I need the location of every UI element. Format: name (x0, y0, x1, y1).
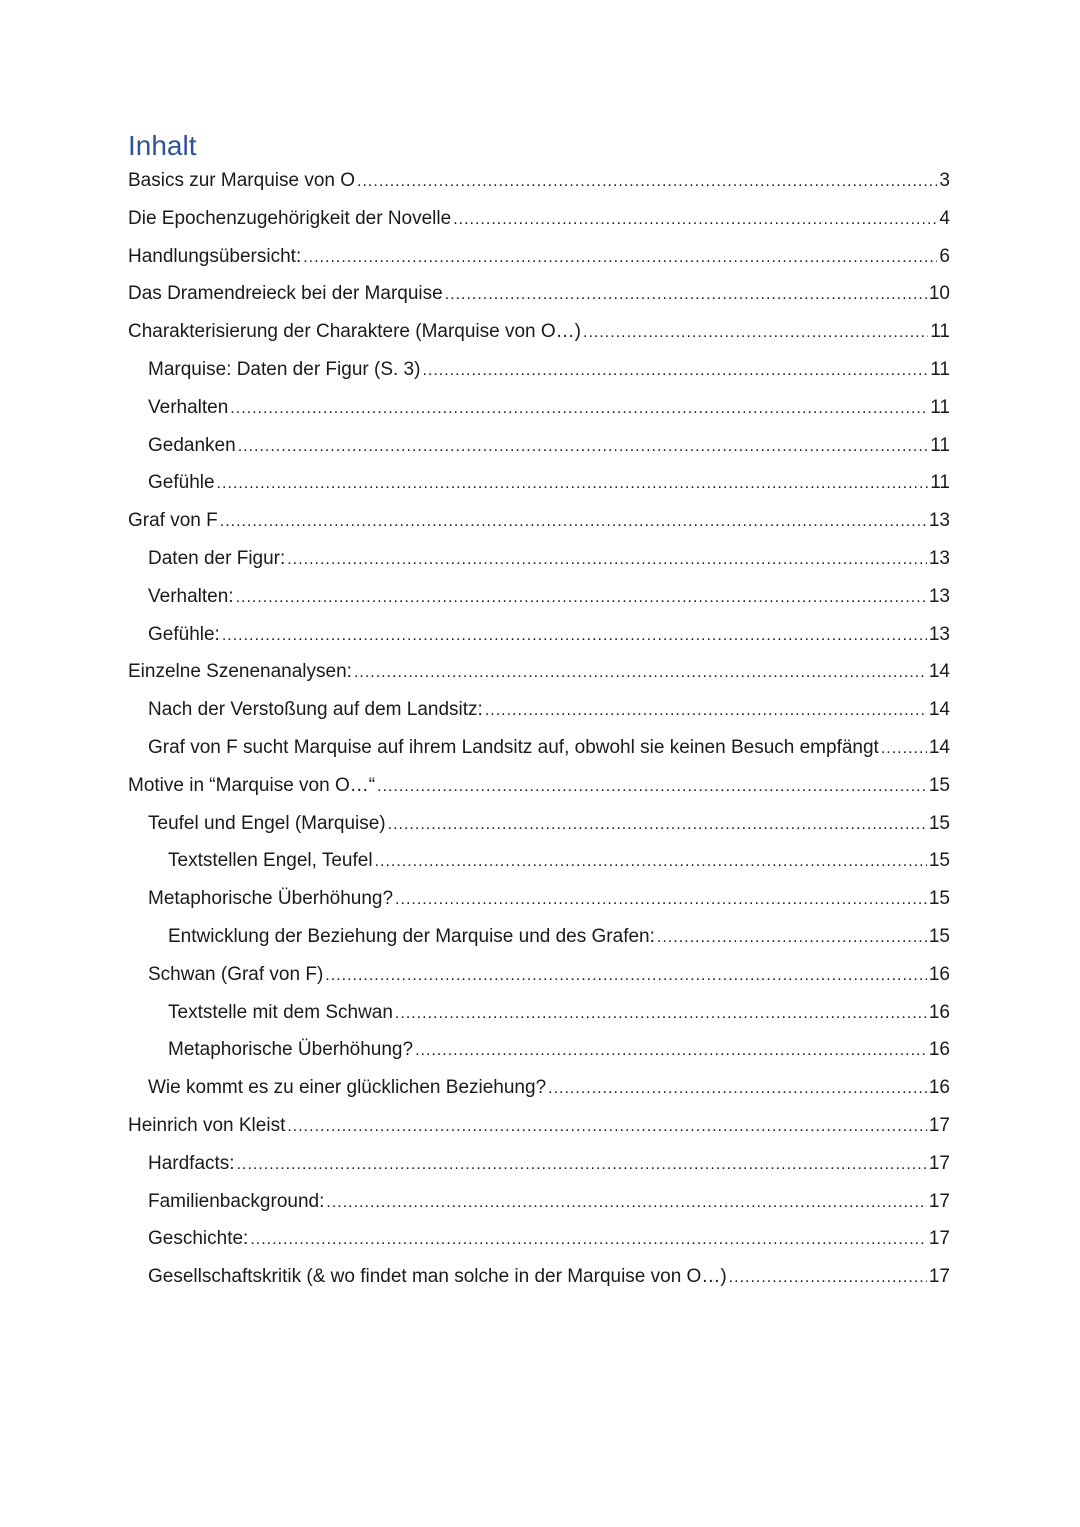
toc-entry[interactable] (128, 880, 950, 918)
toc-entry[interactable] (128, 918, 950, 956)
toc-page-number: 11 (930, 396, 950, 418)
toc-dot-leader (217, 465, 929, 503)
toc-dot-leader (250, 1221, 927, 1259)
toc-entry[interactable] (128, 1145, 950, 1183)
toc-dot-leader (415, 1032, 927, 1070)
toc-page-number: 11 (930, 434, 950, 456)
toc-entry[interactable] (128, 464, 950, 502)
toc-entry-title: Teufel und Engel (Marquise) (148, 812, 386, 834)
toc-entry-title: Wie kommt es zu einer glücklichen Beziehung? (148, 1077, 547, 1099)
toc-entry-title: Gefühle (148, 472, 215, 494)
toc-page-number: 14 (928, 699, 950, 721)
toc-page-number: 17 (928, 1114, 950, 1136)
toc-page-number: 15 (928, 850, 950, 872)
toc-entry[interactable] (128, 616, 950, 654)
toc-entry-title: Graf von F (128, 510, 218, 532)
toc-dot-leader (485, 692, 927, 730)
toc-dot-leader (222, 617, 927, 655)
toc-dot-leader (357, 163, 937, 201)
toc-entry[interactable] (128, 691, 950, 729)
toc-entry[interactable] (128, 805, 950, 843)
toc-dot-leader (881, 730, 927, 768)
toc-entry-title: Nach der Verstoßung auf dem Landsitz: (148, 699, 483, 721)
toc-page-number: 17 (928, 1190, 950, 1212)
toc-entry-title: Daten der Figur: (148, 547, 286, 569)
toc-dot-leader (230, 390, 928, 428)
toc-entry[interactable] (128, 200, 950, 238)
toc-dot-leader (238, 428, 929, 466)
toc-page-number: 14 (928, 736, 950, 758)
toc-page-number: 4 (939, 207, 950, 229)
toc-entry[interactable] (128, 1107, 950, 1145)
toc-entry-title: Gesellschaftskritik (& wo findet man solche in der Marquise von O…) (148, 1266, 727, 1288)
toc-entry-title: Familienbackground: (148, 1190, 325, 1212)
toc-dot-leader (325, 957, 927, 995)
toc-entry[interactable] (128, 994, 950, 1032)
toc-dot-leader (303, 239, 937, 277)
toc-entry-title: Metaphorische Überhöhung? (168, 1039, 414, 1061)
toc-entry-title: Verhalten (148, 396, 229, 418)
toc-page-number: 13 (928, 623, 950, 645)
toc-entry[interactable] (128, 427, 950, 465)
toc-entry[interactable] (128, 956, 950, 994)
toc-entry-title: Geschichte: (148, 1228, 249, 1250)
toc-dot-leader (729, 1259, 927, 1297)
toc-entry-title: Marquise: Daten der Figur (S. 3) (148, 358, 421, 380)
toc-page-number: 15 (928, 925, 950, 947)
toc-page-number: 16 (928, 1039, 950, 1061)
toc-page-number: 11 (930, 321, 950, 343)
toc-page-number: 17 (928, 1228, 950, 1250)
toc-entry-title: Das Dramendreieck bei der Marquise (128, 283, 443, 305)
toc-entry[interactable] (128, 1031, 950, 1069)
toc-page-number: 15 (928, 774, 950, 796)
toc-entry[interactable] (128, 653, 950, 691)
toc-page-number: 11 (930, 472, 950, 494)
toc-entry[interactable] (128, 313, 950, 351)
toc-page-number: 3 (939, 170, 950, 191)
toc-entry-title: Graf von F sucht Marquise auf ihrem Landsitz auf, obwohl sie keinen Besuch empfängt (148, 736, 879, 758)
toc-entry-title: Textstellen Engel, Teufel (168, 850, 373, 872)
toc-entry[interactable] (128, 729, 950, 767)
toc-entry[interactable] (128, 502, 950, 540)
toc-page-number: 16 (928, 1001, 950, 1023)
toc-dot-leader (236, 579, 927, 617)
toc-dot-leader (377, 768, 927, 806)
toc-entry[interactable] (128, 1220, 950, 1258)
toc-dot-leader (422, 352, 928, 390)
toc-entry[interactable] (128, 1258, 950, 1296)
toc-dot-leader (375, 843, 927, 881)
toc-page-number: 15 (928, 888, 950, 910)
toc-dot-leader (395, 995, 927, 1033)
toc-entry-title: Basics zur Marquise von O (128, 170, 356, 191)
toc-entry-title: Gedanken (148, 434, 236, 456)
toc-page-number: 16 (928, 1077, 950, 1099)
toc-page-number: 13 (928, 547, 950, 569)
toc-entry[interactable] (128, 578, 950, 616)
toc-entry-title: Motive in “Marquise von O…“ (128, 774, 376, 796)
toc-page-number: 13 (928, 510, 950, 532)
toc-entry-title: Gefühle: (148, 623, 220, 645)
toc-dot-leader (237, 1146, 927, 1184)
toc-entry-title: Die Epochenzugehörigkeit der Novelle (128, 207, 452, 229)
toc-entry[interactable] (128, 540, 950, 578)
toc-page-number: 11 (930, 358, 950, 380)
toc-dot-leader (548, 1070, 927, 1108)
toc-page-number: 17 (928, 1152, 950, 1174)
toc-dot-leader (657, 919, 927, 957)
toc-page-number: 15 (928, 812, 950, 834)
toc-entry-title: Handlungsübersicht: (128, 245, 302, 267)
toc-dot-leader (220, 503, 927, 541)
toc-page-number: 14 (928, 661, 950, 683)
toc-page-number: 10 (928, 283, 950, 305)
toc-dot-leader (326, 1184, 926, 1222)
toc-entry-title: Entwicklung der Beziehung der Marquise und des Grafen: (168, 925, 655, 947)
toc-page-number: 13 (928, 585, 950, 607)
toc-entry[interactable] (128, 275, 950, 313)
toc-dot-leader (287, 541, 927, 579)
toc-entry-title: Verhalten: (148, 585, 234, 607)
toc-entry-title: Metaphorische Überhöhung? (148, 888, 394, 910)
toc-entry-title: Textstelle mit dem Schwan (168, 1001, 393, 1023)
toc-entry-title: Heinrich von Kleist (128, 1114, 286, 1136)
toc-dot-leader (583, 314, 928, 352)
toc-entry[interactable] (128, 1069, 950, 1107)
toc-entry[interactable] (128, 351, 950, 389)
toc-page-number: 6 (939, 245, 950, 267)
toc-page-number: 16 (928, 963, 950, 985)
toc-entry[interactable] (128, 842, 950, 880)
toc-dot-leader (287, 1108, 927, 1146)
toc-dot-leader (445, 276, 927, 314)
toc-entry[interactable] (128, 1183, 950, 1221)
toc-dot-leader (388, 806, 927, 844)
toc-entry[interactable] (128, 162, 950, 200)
toc-entry-title: Schwan (Graf von F) (148, 963, 324, 985)
toc-entry[interactable] (128, 767, 950, 805)
toc-title: Inhalt (128, 130, 197, 161)
toc-dot-leader (395, 881, 927, 919)
toc-entry-title: Einzelne Szenenanalysen: (128, 661, 352, 683)
toc-entry[interactable] (128, 238, 950, 276)
toc-entry-title: Charakterisierung der Charaktere (Marquise von O…) (128, 321, 582, 343)
toc-entry-title: Hardfacts: (148, 1152, 235, 1174)
toc-entry[interactable] (128, 389, 950, 427)
table-of-contents (128, 162, 950, 1296)
toc-page-number: 17 (928, 1266, 950, 1288)
toc-dot-leader (453, 201, 937, 239)
toc-dot-leader (354, 654, 927, 692)
